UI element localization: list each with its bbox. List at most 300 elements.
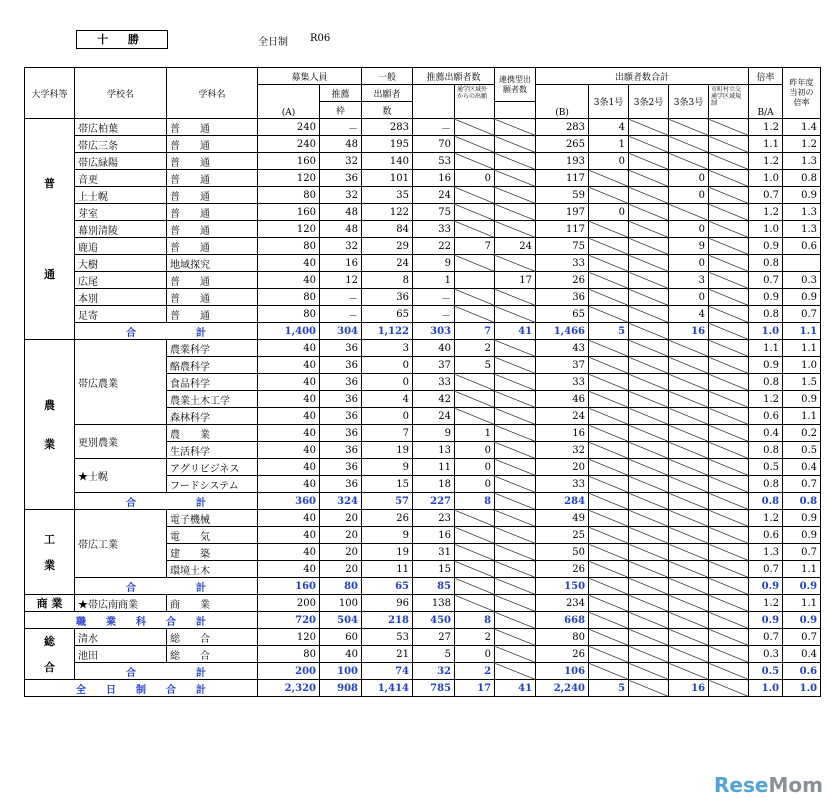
recommend-applicants: 227 xyxy=(413,493,455,510)
recruit-count: 240 xyxy=(258,119,320,136)
article1-count xyxy=(589,663,629,680)
recommend-quota: 60 xyxy=(320,629,362,646)
linked-applicants xyxy=(495,306,536,323)
total-applicants: 50 xyxy=(536,544,589,561)
recommend-quota: 36 xyxy=(320,340,362,357)
total-applicants: 24 xyxy=(536,408,589,425)
course-name: 酪農科学 xyxy=(167,357,258,374)
municipal-count xyxy=(709,153,749,170)
course-name: 電 気 xyxy=(167,527,258,544)
total-label: 合 計 xyxy=(75,578,258,595)
prev-ratio: 1.0 xyxy=(783,357,821,374)
article1-count xyxy=(589,476,629,493)
ratio-ba: 0.9 xyxy=(749,612,783,629)
linked-applicants xyxy=(495,510,536,527)
recruit-count: 40 xyxy=(258,272,320,289)
linked-applicants xyxy=(495,153,536,170)
outside-applicants xyxy=(455,510,495,527)
article2-count xyxy=(629,187,669,204)
course-name: 普 通 xyxy=(167,204,258,221)
total-applicants: 193 xyxy=(536,153,589,170)
category-cell: 普 通 xyxy=(25,119,75,340)
linked-applicants xyxy=(495,459,536,476)
ratio-ba: 0.5 xyxy=(749,459,783,476)
prev-ratio: 0.4 xyxy=(783,459,821,476)
ratio-ba: 1.2 xyxy=(749,153,783,170)
article1-count: 0 xyxy=(589,204,629,221)
recommend-quota: 12 xyxy=(320,272,362,289)
linked-applicants xyxy=(495,340,536,357)
recommend-applicants: 33 xyxy=(413,221,455,238)
article2-count xyxy=(629,153,669,170)
recruit-count: 80 xyxy=(258,187,320,204)
article3-count xyxy=(669,663,709,680)
recommend-quota: 80 xyxy=(320,578,362,595)
table-row xyxy=(25,629,821,646)
prev-ratio xyxy=(783,255,821,272)
school-name: 幕別清陵 xyxy=(75,221,167,238)
total-label: 合 計 xyxy=(75,663,258,680)
prev-ratio: 0.5 xyxy=(783,442,821,459)
general-applicants: 11 xyxy=(362,561,413,578)
general-applicants: 4 xyxy=(362,391,413,408)
prev-ratio: 1.1 xyxy=(783,595,821,612)
course-name: 普 通 xyxy=(167,136,258,153)
recommend-quota: 48 xyxy=(320,221,362,238)
article2-count xyxy=(629,493,669,510)
table-row xyxy=(25,306,821,323)
table-row xyxy=(25,663,821,680)
article2-count xyxy=(629,323,669,340)
course-name: 総 合 xyxy=(167,629,258,646)
total-applicants: 20 xyxy=(536,459,589,476)
total-applicants: 33 xyxy=(536,374,589,391)
recommend-applicants: 27 xyxy=(413,629,455,646)
total-applicants: 150 xyxy=(536,578,589,595)
outside-applicants xyxy=(455,204,495,221)
article3-count xyxy=(669,612,709,629)
table-row xyxy=(25,612,821,629)
table-row xyxy=(25,323,821,340)
recruit-count: 40 xyxy=(258,510,320,527)
recommend-applicants: 16 xyxy=(413,527,455,544)
article1-count xyxy=(589,527,629,544)
recommend-quota: 324 xyxy=(320,493,362,510)
municipal-count xyxy=(709,527,749,544)
linked-applicants xyxy=(495,544,536,561)
article2-count xyxy=(629,408,669,425)
recommend-applicants: 16 xyxy=(413,170,455,187)
table-row xyxy=(25,204,821,221)
prev-ratio: 1.0 xyxy=(783,680,821,697)
article3-count: 0 xyxy=(669,255,709,272)
municipal-count xyxy=(709,136,749,153)
general-applicants: 96 xyxy=(362,595,413,612)
prev-ratio: 0.7 xyxy=(783,544,821,561)
municipal-count xyxy=(709,357,749,374)
general-applicants: 65 xyxy=(362,306,413,323)
article2-count xyxy=(629,357,669,374)
recruit-count: 2,320 xyxy=(258,680,320,697)
article2-count xyxy=(629,136,669,153)
article1-count xyxy=(589,272,629,289)
total-applicants: 46 xyxy=(536,391,589,408)
recruit-count: 80 xyxy=(258,238,320,255)
total-applicants: 32 xyxy=(536,442,589,459)
article2-count xyxy=(629,544,669,561)
school-name: 帯広工業 xyxy=(75,510,167,578)
school-name: 芽室 xyxy=(75,204,167,221)
general-applicants: 1,414 xyxy=(362,680,413,697)
outside-applicants xyxy=(455,153,495,170)
outside-applicants xyxy=(455,595,495,612)
municipal-count xyxy=(709,595,749,612)
col-rec-count xyxy=(413,85,455,119)
general-applicants: 7 xyxy=(362,425,413,442)
ratio-ba: 0.3 xyxy=(749,646,783,663)
article2-count xyxy=(629,510,669,527)
recommend-quota: 48 xyxy=(320,136,362,153)
municipal-count xyxy=(709,119,749,136)
outside-applicants xyxy=(455,221,495,238)
municipal-count xyxy=(709,272,749,289)
recommend-applicants: 23 xyxy=(413,510,455,527)
general-applicants: 84 xyxy=(362,221,413,238)
article1-count xyxy=(589,391,629,408)
article2-count xyxy=(629,442,669,459)
article3-count xyxy=(669,629,709,646)
general-applicants: 283 xyxy=(362,119,413,136)
linked-applicants xyxy=(495,578,536,595)
recommend-quota: 908 xyxy=(320,680,362,697)
course-name: 普 通 xyxy=(167,289,258,306)
ratio-ba: 1.0 xyxy=(749,323,783,340)
article3-count: 0 xyxy=(669,170,709,187)
outside-applicants xyxy=(455,544,495,561)
article1-count: 1 xyxy=(589,136,629,153)
municipal-count xyxy=(709,612,749,629)
school-name: 大樹 xyxy=(75,255,167,272)
outside-applicants xyxy=(455,527,495,544)
total-applicants: 59 xyxy=(536,187,589,204)
article3-count xyxy=(669,374,709,391)
category-cell: 工 業 xyxy=(25,510,75,595)
table-row xyxy=(25,646,821,663)
general-applicants: 0 xyxy=(362,408,413,425)
col-prev-ratio: 昨年度当初の倍率 xyxy=(783,68,821,119)
total-applicants: 106 xyxy=(536,663,589,680)
general-applicants: 1,122 xyxy=(362,323,413,340)
outside-applicants: 2 xyxy=(455,663,495,680)
table-row xyxy=(25,119,821,136)
course-name: 森林科学 xyxy=(167,408,258,425)
prev-ratio: 1.3 xyxy=(783,221,821,238)
recruit-count: 40 xyxy=(258,391,320,408)
recommend-quota: 20 xyxy=(320,527,362,544)
ratio-ba: 0.9 xyxy=(749,289,783,306)
recommend-applicants: 31 xyxy=(413,544,455,561)
municipal-count xyxy=(709,374,749,391)
article1-count xyxy=(589,187,629,204)
outside-applicants: 0 xyxy=(455,442,495,459)
ratio-ba: 0.6 xyxy=(749,527,783,544)
municipal-count xyxy=(709,510,749,527)
article3-count xyxy=(669,527,709,544)
total-applicants: 25 xyxy=(536,527,589,544)
total-label: 全 日 制 合 計 xyxy=(25,680,258,697)
general-applicants: 9 xyxy=(362,527,413,544)
recommend-quota: 36 xyxy=(320,374,362,391)
linked-applicants xyxy=(495,493,536,510)
article2-count xyxy=(629,272,669,289)
col-total-b: (B) xyxy=(536,85,589,119)
recruit-count: 160 xyxy=(258,153,320,170)
article2-count xyxy=(629,221,669,238)
recruit-count: 40 xyxy=(258,476,320,493)
prev-ratio: 1.2 xyxy=(783,136,821,153)
school-name: 帯広三条 xyxy=(75,136,167,153)
school-name: 鹿追 xyxy=(75,238,167,255)
recruit-count: 40 xyxy=(258,357,320,374)
ratio-ba: 1.0 xyxy=(749,170,783,187)
col-ratio-ba: B/A xyxy=(749,85,783,119)
article3-count: 16 xyxy=(669,323,709,340)
article3-count xyxy=(669,578,709,595)
municipal-count xyxy=(709,493,749,510)
article3-count: 16 xyxy=(669,680,709,697)
recommend-quota: － xyxy=(320,306,362,323)
article1-count xyxy=(589,425,629,442)
article3-count xyxy=(669,544,709,561)
outside-applicants: 0 xyxy=(455,459,495,476)
recommend-applicants: 70 xyxy=(413,136,455,153)
course-name: 総 合 xyxy=(167,646,258,663)
recommend-applicants: － xyxy=(413,306,455,323)
recruit-count: 360 xyxy=(258,493,320,510)
ratio-ba: 0.7 xyxy=(749,561,783,578)
col-recruit-rec-2: 枠 xyxy=(320,102,362,119)
recommend-quota: 32 xyxy=(320,153,362,170)
general-applicants: 35 xyxy=(362,187,413,204)
total-applicants: 43 xyxy=(536,340,589,357)
ratio-ba: 1.3 xyxy=(749,544,783,561)
article2-count xyxy=(629,306,669,323)
course-name: 商 業 xyxy=(167,595,258,612)
course-name: 普 通 xyxy=(167,153,258,170)
recommend-quota: － xyxy=(320,119,362,136)
linked-applicants xyxy=(495,425,536,442)
recommend-applicants: 9 xyxy=(413,255,455,272)
municipal-count xyxy=(709,306,749,323)
outside-applicants xyxy=(455,272,495,289)
recruit-count: 40 xyxy=(258,340,320,357)
article3-count xyxy=(669,119,709,136)
recruit-count: 40 xyxy=(258,561,320,578)
school-name: 音更 xyxy=(75,170,167,187)
recruit-count: 40 xyxy=(258,459,320,476)
recommend-applicants: － xyxy=(413,289,455,306)
outside-applicants: 2 xyxy=(455,629,495,646)
recommend-quota: 100 xyxy=(320,663,362,680)
outside-applicants xyxy=(455,306,495,323)
col-recruit: 募集人員 xyxy=(258,68,362,85)
category-cell: 商 業 xyxy=(25,595,75,612)
recruit-count: 200 xyxy=(258,663,320,680)
linked-applicants xyxy=(495,629,536,646)
outside-applicants xyxy=(455,374,495,391)
outside-applicants xyxy=(455,408,495,425)
general-applicants: 26 xyxy=(362,510,413,527)
article1-count xyxy=(589,544,629,561)
article1-count xyxy=(589,170,629,187)
article1-count xyxy=(589,289,629,306)
table-row xyxy=(25,170,821,187)
municipal-count xyxy=(709,561,749,578)
total-applicants: 26 xyxy=(536,646,589,663)
ratio-ba: 0.8 xyxy=(749,306,783,323)
total-applicants: 265 xyxy=(536,136,589,153)
recommend-applicants: 75 xyxy=(413,204,455,221)
ratio-ba: 1.0 xyxy=(749,221,783,238)
linked-applicants xyxy=(495,391,536,408)
table-row xyxy=(25,238,821,255)
general-applicants: 29 xyxy=(362,238,413,255)
article2-count xyxy=(629,340,669,357)
article2-count xyxy=(629,374,669,391)
table-row xyxy=(25,510,821,527)
outside-applicants: 5 xyxy=(455,357,495,374)
linked-applicants xyxy=(495,595,536,612)
total-applicants: 2,240 xyxy=(536,680,589,697)
article2-count xyxy=(629,238,669,255)
outside-applicants xyxy=(455,391,495,408)
recommend-applicants: 9 xyxy=(413,425,455,442)
ratio-ba: 1.2 xyxy=(749,119,783,136)
article2-count xyxy=(629,578,669,595)
total-applicants: 284 xyxy=(536,493,589,510)
outside-applicants: 1 xyxy=(455,425,495,442)
municipal-count xyxy=(709,289,749,306)
article3-count xyxy=(669,408,709,425)
municipal-count xyxy=(709,544,749,561)
school-name: 広尾 xyxy=(75,272,167,289)
outside-applicants xyxy=(455,119,495,136)
recommend-applicants: 33 xyxy=(413,374,455,391)
prev-ratio: 0.2 xyxy=(783,425,821,442)
course-name: 食品科学 xyxy=(167,374,258,391)
total-label: 職 業 科 合 計 xyxy=(25,612,258,629)
linked-applicants: 17 xyxy=(495,272,536,289)
municipal-count xyxy=(709,170,749,187)
municipal-count xyxy=(709,442,749,459)
article1-count xyxy=(589,357,629,374)
recruit-count: 40 xyxy=(258,544,320,561)
general-applicants: 53 xyxy=(362,629,413,646)
article3-count xyxy=(669,561,709,578)
article1-count: 0 xyxy=(589,153,629,170)
municipal-count xyxy=(709,238,749,255)
article2-count xyxy=(629,255,669,272)
recommend-applicants: 15 xyxy=(413,561,455,578)
recommend-applicants: 1 xyxy=(413,272,455,289)
course-name: 普 通 xyxy=(167,187,258,204)
article1-count: 4 xyxy=(589,119,629,136)
recommend-quota: 20 xyxy=(320,544,362,561)
recruit-count: 80 xyxy=(258,289,320,306)
article1-count xyxy=(589,238,629,255)
municipal-count xyxy=(709,646,749,663)
recommend-applicants: 450 xyxy=(413,612,455,629)
linked-applicants xyxy=(495,476,536,493)
ratio-ba: 0.7 xyxy=(749,187,783,204)
recommend-applicants: 37 xyxy=(413,357,455,374)
recommend-quota: 20 xyxy=(320,561,362,578)
municipal-count xyxy=(709,204,749,221)
general-applicants: 36 xyxy=(362,289,413,306)
total-applicants: 75 xyxy=(536,238,589,255)
course-name: 普 通 xyxy=(167,221,258,238)
recommend-applicants: 40 xyxy=(413,340,455,357)
course-name: 環境土木 xyxy=(167,561,258,578)
ratio-ba: 0.7 xyxy=(749,629,783,646)
prev-ratio: 1.1 xyxy=(783,561,821,578)
prev-ratio: 0.8 xyxy=(783,170,821,187)
article1-count xyxy=(589,374,629,391)
recruit-count: 80 xyxy=(258,646,320,663)
general-applicants: 122 xyxy=(362,204,413,221)
total-applicants: 33 xyxy=(536,476,589,493)
article1-count xyxy=(589,612,629,629)
linked-applicants xyxy=(495,119,536,136)
article2-count xyxy=(629,476,669,493)
total-applicants: 1,466 xyxy=(536,323,589,340)
prev-ratio: 0.9 xyxy=(783,578,821,595)
recommend-quota: － xyxy=(320,289,362,306)
col-linked-blank xyxy=(495,102,536,119)
recruit-count: 120 xyxy=(258,221,320,238)
recruit-count: 40 xyxy=(258,255,320,272)
total-applicants: 49 xyxy=(536,510,589,527)
prev-ratio: 0.6 xyxy=(783,663,821,680)
recommend-quota: 16 xyxy=(320,255,362,272)
outside-applicants: 0 xyxy=(455,476,495,493)
general-applicants: 9 xyxy=(362,459,413,476)
recommend-quota: 36 xyxy=(320,425,362,442)
table-row xyxy=(25,255,821,272)
ratio-ba: 0.5 xyxy=(749,663,783,680)
general-applicants: 65 xyxy=(362,578,413,595)
article3-count xyxy=(669,340,709,357)
course-name: 普 通 xyxy=(167,170,258,187)
recruit-count: 40 xyxy=(258,425,320,442)
linked-applicants xyxy=(495,136,536,153)
recommend-quota: 40 xyxy=(320,646,362,663)
article3-count: 0 xyxy=(669,289,709,306)
article3-count: 0 xyxy=(669,187,709,204)
recommend-applicants: 138 xyxy=(413,595,455,612)
recruit-count: 40 xyxy=(258,527,320,544)
ratio-ba: 0.4 xyxy=(749,425,783,442)
table-row xyxy=(25,459,821,476)
ratio-ba: 0.8 xyxy=(749,255,783,272)
course-name: 農業土木工学 xyxy=(167,391,258,408)
general-applicants: 57 xyxy=(362,493,413,510)
recruit-count: 200 xyxy=(258,595,320,612)
outside-applicants xyxy=(455,578,495,595)
prev-ratio: 0.6 xyxy=(783,238,821,255)
article3-count xyxy=(669,425,709,442)
article1-count xyxy=(589,595,629,612)
